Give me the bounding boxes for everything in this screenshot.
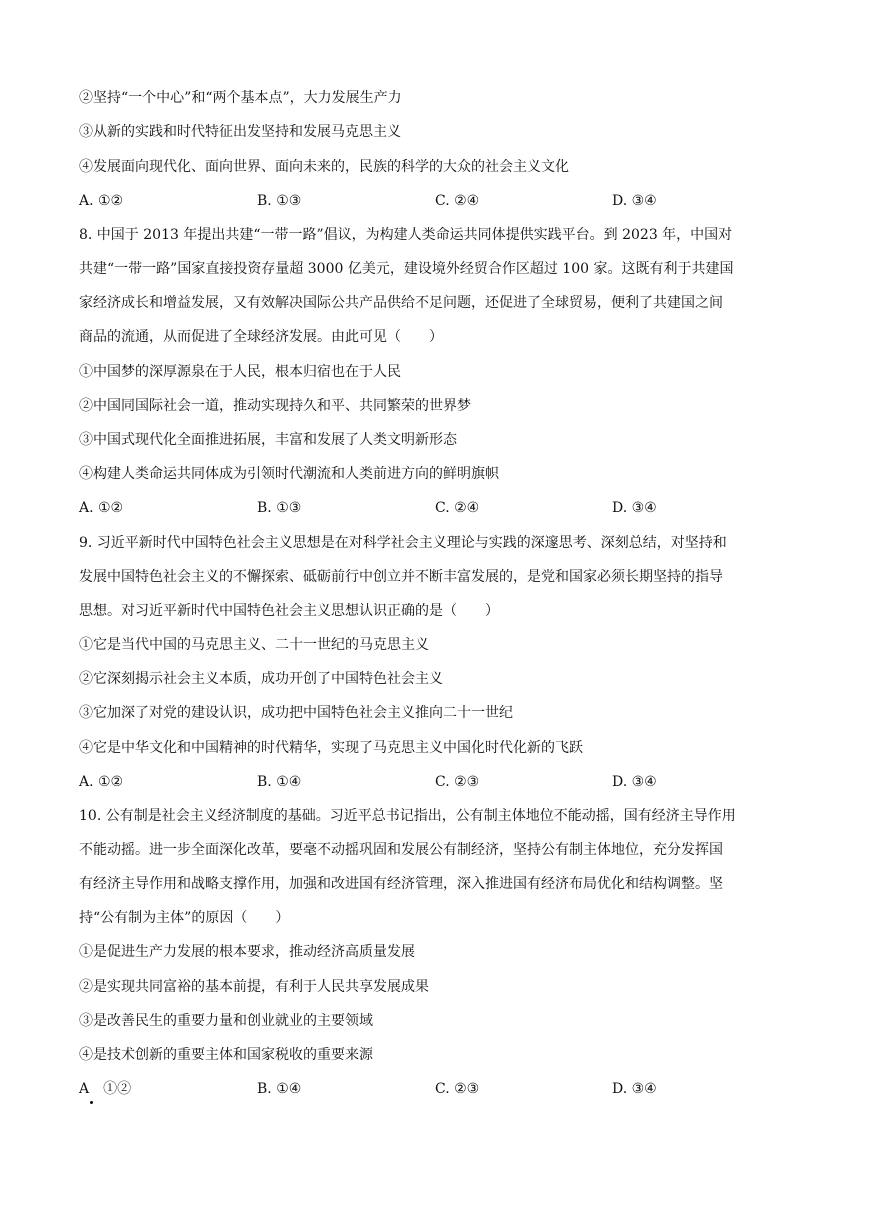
q10-stem-line-1: 10. 公有制是社会主义经济制度的基础。习近平总书记指出，公有制主体地位不能动摇，国有经济主导作用	[79, 808, 736, 824]
q8-stem-line-2: 共建“一带一路”国家直接投资存量超 3000 亿美元，建设境外经贸合作区超过 100 家。这既有利于共建国	[79, 261, 734, 277]
q8-stem-line-3: 家经济成长和增益发展，又有效解决国际公共产品供给不足问题，还促进了全球贸易，便利了共建国之间	[79, 295, 723, 311]
q9-item-1: ①它是当代中国的马克思主义、二十一世纪的马克思主义	[79, 637, 429, 653]
q8-item-1: ①中国梦的深厚源泉在于人民，根本归宿也在于人民	[79, 364, 401, 380]
q10-item-2: ②是实现共同富裕的基本前提，有利于人民共享发展成果	[79, 979, 429, 995]
q7-options	[79, 191, 799, 211]
q8-options	[79, 498, 799, 518]
q7-option-c[interactable]: C. ②④	[435, 193, 480, 209]
q10-item-4: ④是技术创新的重要主体和国家税收的重要来源	[79, 1047, 373, 1063]
q9-item-4: ④它是中华文化和中国精神的时代精华，实现了马克思主义中国化时代化新的飞跃	[79, 740, 583, 756]
q9-option-c[interactable]: C. ②③	[435, 774, 480, 790]
q9-item-2: ②它深刻揭示社会主义本质，成功开创了中国特色社会主义	[79, 671, 443, 687]
q8-option-d[interactable]: D. ③④	[612, 500, 657, 516]
q9-stem-line-2: 发展中国特色社会主义的不懈探索、砥砺前行中创立并不断丰富发展的，是党和国家必须长期坚持的指导	[79, 569, 723, 585]
q7-item-4: ④发展面向现代化、面向世界、面向未来的，民族的科学的大众的社会主义文化	[79, 159, 569, 175]
q7-item-2: ②坚持“一个中心”和“两个基本点”，大力发展生产力	[79, 90, 402, 106]
q10-options	[79, 1079, 799, 1099]
q10-item-3: ③是改善民生的重要力量和创业就业的主要领域	[79, 1013, 373, 1029]
q10-option-d[interactable]: D. ③④	[612, 1081, 657, 1097]
q7-item-3: ③从新的实践和时代特征出发坚持和发展马克思主义	[79, 124, 401, 140]
q9-stem-line-3: 思想。对习近平新时代中国特色社会主义思想认识正确的是（ ）	[79, 603, 499, 619]
q10-option-c[interactable]: C. ②③	[435, 1081, 480, 1097]
q8-option-b[interactable]: B. ①③	[257, 500, 302, 516]
q10-stem-line-4: 持“公有制为主体”的原因（ ）	[79, 910, 290, 926]
q10-option-a[interactable]: A ①②	[79, 1081, 132, 1097]
q10-stem-line-2: 不能动摇。进一步全面深化改革，要毫不动摇巩固和发展公有制经济，坚持公有制主体地位，充分发挥国	[79, 842, 723, 858]
q7-option-d[interactable]: D. ③④	[612, 193, 657, 209]
q10-stem-line-3: 有经济主导作用和战略支撑作用，加强和改进国有经济管理，深入推进国有经济布局优化和结构调整。坚	[79, 876, 723, 892]
q10-item-1: ①是促进生产力发展的根本要求，推动经济高质量发展	[79, 944, 415, 960]
q8-item-4: ④构建人类命运共同体成为引领时代潮流和人类前进方向的鲜明旗帜	[79, 466, 499, 482]
q10-option-b[interactable]: B. ①④	[257, 1081, 302, 1097]
stray-dot-mark	[90, 1101, 93, 1104]
q9-stem-line-1: 9. 习近平新时代中国特色社会主义思想是在对科学社会主义理论与实践的深邃思考、深刻总结，对坚持和	[79, 535, 727, 551]
q7-option-b[interactable]: B. ①③	[257, 193, 302, 209]
q8-option-a[interactable]: A. ①②	[79, 500, 124, 516]
q8-item-3: ③中国式现代化全面推进拓展，丰富和发展了人类文明新形态	[79, 432, 457, 448]
q8-item-2: ②中国同国际社会一道，推动实现持久和平、共同繁荣的世界梦	[79, 398, 471, 414]
q8-stem-line-4: 商品的流通，从而促进了全球经济发展。由此可见（ ）	[79, 329, 443, 345]
q7-option-a[interactable]: A. ①②	[79, 193, 124, 209]
q8-stem-line-1: 8. 中国于 2013 年提出共建“一带一路”倡议，为构建人类命运共同体提供实践平台。到 2023 年，中国对	[79, 227, 733, 243]
q9-options	[79, 772, 799, 792]
q9-option-d[interactable]: D. ③④	[612, 774, 657, 790]
q8-option-c[interactable]: C. ②④	[435, 500, 480, 516]
q9-option-b[interactable]: B. ①④	[257, 774, 302, 790]
q9-option-a[interactable]: A. ①②	[79, 774, 124, 790]
q9-item-3: ③它加深了对党的建设认识，成功把中国特色社会主义推向二十一世纪	[79, 705, 513, 721]
